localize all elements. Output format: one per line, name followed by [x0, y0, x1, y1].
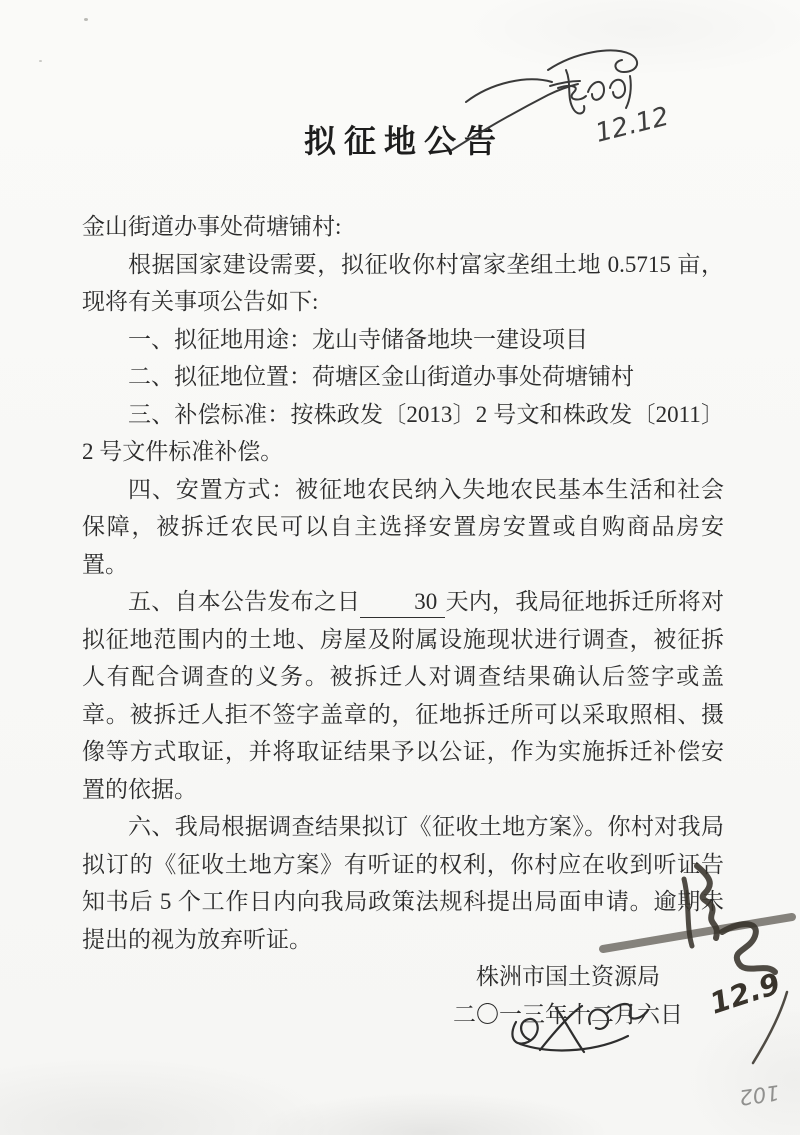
item-5-text-post: 天内，我局征地拆迁所将对拟征地范围内的土地、房屋及附属设施现状进行调查，被征拆人有配合调查的义务。被拆迁人对调查结果确认后签字或盖章。被拆迁人拒不签字盖章的，征地拆迁所可以采取照相、摄像等方式取证，并将取证结果予以公证，作为实施拆迁补偿安置的依据。 — [82, 589, 725, 802]
item-4-resettlement: 四、安置方式：被征地农民纳入失地农民基本生活和社会保障，被拆迁农民可以自主选择安置房安置或自购商品房安置。 — [82, 476, 724, 577]
issue-date: 二〇一三年十二月六日 — [453, 1001, 683, 1027]
item-3-compensation: 三、补偿标准：按株政发〔2013〕2 号文和株政发〔2011〕2 号文件标准补偿。 — [82, 401, 724, 464]
document-body — [82, 208, 724, 958]
issuing-agency: 株洲市国土资源局 — [476, 964, 660, 989]
item-2-location: 二、拟征地位置：荷塘区金山街道办事处荷塘铺村 — [128, 364, 634, 389]
scan-speck — [84, 18, 88, 21]
intro-paragraph: 根据国家建设需要，拟征收你村富家垄组土地 0.5715 亩，现将有关事项公告如下: — [82, 251, 724, 314]
item-1-use: 一、拟征地用途：龙山寺储备地块一建设项目 — [128, 326, 588, 352]
handwritten-date-top: 12.12 — [592, 101, 672, 149]
handwritten-page-number: 102 — [737, 1080, 781, 1110]
item-5-text-pre: 五、自本公告发布之日 — [128, 589, 361, 614]
scan-speck — [39, 60, 42, 62]
item-6-hearing: 六、我局根据调查结果拟订《征收土地方案》。你村对我局拟订的《征收土地方案》有听证的权利，你村应在收到听证告知书后 5 个工作日内向我局政策法规科提出局面申请。逾期未提出的视为放弃听证。 — [82, 814, 724, 952]
signature-block — [453, 958, 683, 1033]
days-blank-value: 30 — [360, 587, 445, 618]
salutation: 金山街道办事处荷塘铺村: — [82, 214, 342, 239]
handwritten-date-side: 12.9 — [705, 966, 785, 1021]
item-5-survey — [82, 583, 724, 808]
page-title: 拟 征 地 公 告 — [303, 123, 496, 159]
